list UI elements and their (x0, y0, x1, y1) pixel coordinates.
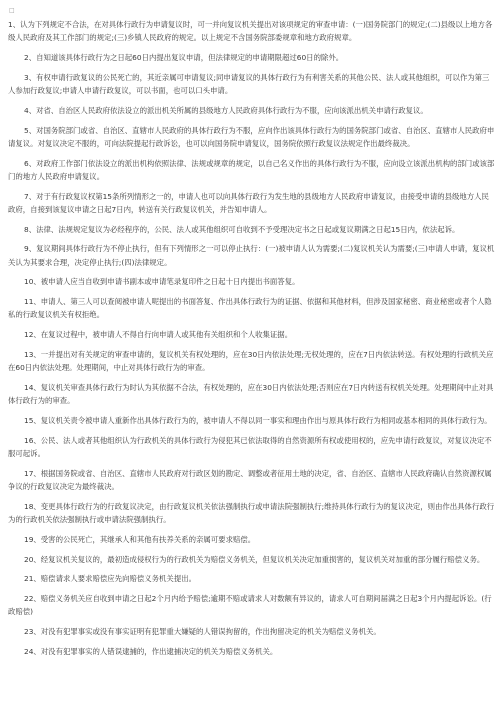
clause-20: 20、经复议机关复议的，最初造成侵权行为的行政机关为赔偿义务机关，但复议机关决定加重损害的，复议机关对加重的部分履行赔偿义务。 (24, 554, 485, 564)
clause-24: 24、对没有犯罪事实的人错误逮捕的，作出逮捕决定的机关为赔偿义务机关。 (24, 646, 278, 656)
clause-1: 1、认为下列规定不合法，在对具体行政行为申请复议时，可一并向复议机关提出对该项规定的审查申请：(一)国务院部门的规定;(二)县级以上地方各级人民政府及其工作部门的规定;(三)乡镇人民政府的规定。以上规定不含国务院部委规章和地方政府规章。 (8, 20, 493, 43)
clause-6: 6、对政府工作部门依法设立的派出机构依照法律、法规或规章的规定，以自己名义作出的具体行政行为不服，应向设立该派出机构的部门或该部门的地方人民政府申请复议。 (8, 158, 495, 181)
clause-7: 7、对于有行政复议权第15条所列情形之一的，申请人也可以向具体行政行为发生地的县级地方人民政府申请复议，由接受申请的县级地方人民政府，自接到该复议申请之日起7日内，转送有关行政复议机关，并告知申请人。 (8, 191, 489, 214)
clause-4: 4、对省、自治区人民政府依法设立的派出机关所属的县级地方人民政府具体行政行为不服，应向该派出机关申请行政复议。 (24, 105, 428, 115)
clause-16: 16、公民、法人或者其他组织认为行政机关的具体行政行为侵犯其已依法取得的自然资源所有权或使用权的，应先申请行政复议，对复议决定不服可起诉。 (8, 435, 492, 458)
clause-19: 19、受害的公民死亡，其继承人和其他有扶养关系的亲属可要求赔偿。 (24, 534, 256, 544)
clause-10: 10、被申请人应当自收到申请书副本或申请笔录复印件之日起十日内提出书面答复。 (24, 277, 300, 287)
clause-23: 23、对没有犯罪事实或没有事实证明有犯罪重大嫌疑的人错误拘留的，作出拘留决定的机关为赔偿义务机关。 (24, 627, 381, 637)
clause-13: 13、一并提出对有关规定的审查申请的，复议机关有权处理的，应在30日内依法处理;无权处理的，应在7日内依法转送。有权处理的行政机关应在60日内依法处理。处理期间，中止对具体行政行为的审查。 (8, 349, 494, 373)
clause-18: 18、变更具体行政行为的行政复议决定，由行政复议机关依法强制执行或申请法院强制执行;维持具体行政行为的复议决定，则由作出具体行政行为的行政机关依法强制执行或申请法院强制执行。 (8, 501, 495, 524)
clause-12: 12、在复议过程中，被申请人不得自行向申请人或其他有关组织和个人收集证据。 (24, 330, 293, 340)
clause-5: 5、对国务院部门或省、自治区、直辖市人民政府的具体行政行为不服，应向作出该具体行政行为的国务院部门或省、自治区、直辖市人民政府申请复议。对复议决定不服的，可向法院提起行政诉讼，也可以向国务院申请复议，国务院依照行政复议法规定作出最终裁决。 (8, 125, 495, 148)
clause-11: 11、申请人、第三人可以查阅被申请人呢提出的书面答复、作出具体行政行为的证据、依据和其他材料，但涉及国家秘密、商业秘密或者个人隐私的行政复议机关有权拒绝。 (8, 297, 492, 320)
clause-14: 14、复议机关审查具体行政行为时认为其依据不合法，有权处理的，应在30日内依法处理;否则应在7日内转送有权机关处理。处理期间中止对具体行政行为的审查。 (8, 382, 494, 406)
page-marker: □ (9, 7, 15, 14)
clause-21: 21、赔偿请求人要求赔偿应先向赔偿义务机关提出。 (24, 574, 197, 584)
clause-8: 8、法律、法规规定复议为必经程序的，公民、法人或其他组织可自收到不予受理决定书之日起或复议期满之日起15日内，依法起诉。 (24, 224, 460, 234)
clause-2: 2、自知道该具体行政行为之日起60日内提出复议申请，但法律规定的申请期限超过60日的除外。 (24, 53, 344, 62)
clause-3: 3、有权申请行政复议的公民死亡的，其近亲属可申请复议;同申请复议的具体行政行为有利害关系的其他公民、法人或其他组织，可以作为第三人参加行政复议;申请人申请行政复议，可以书面，也可以口头申请。 (8, 72, 490, 95)
clause-22: 22、赔偿义务机关应自收到申请之日起2个月内给予赔偿;逾期不赔或请求人对数额有异议的，请求人可自期间届满之日起3个月内提起诉讼。(行政赔偿) (8, 594, 492, 617)
clause-9: 9、复议期间具体行政行为不停止执行，但有下列情形之一可以停止执行：(一)被申请人认为需要;(二)复议机关认为需要;(三)申请人申请，复议机关认为其要求合理，决定停止执行;(四)法律规定。 (8, 244, 495, 267)
clause-17: 17、根据国务院或省、自治区、直辖市人民政府对行政区划的勘定、调整或者征用土地的决定，省、自治区、直辖市人民政府确认自然资源权属争议的行政复议决定为最终裁决。 (8, 468, 492, 491)
clause-15: 15、复议机关责令被申请人重新作出具体行政行为的，被申请人不得以同一事实和理由作出与原具体行政行为相同或基本相同的具体行政行为。 (24, 415, 492, 425)
